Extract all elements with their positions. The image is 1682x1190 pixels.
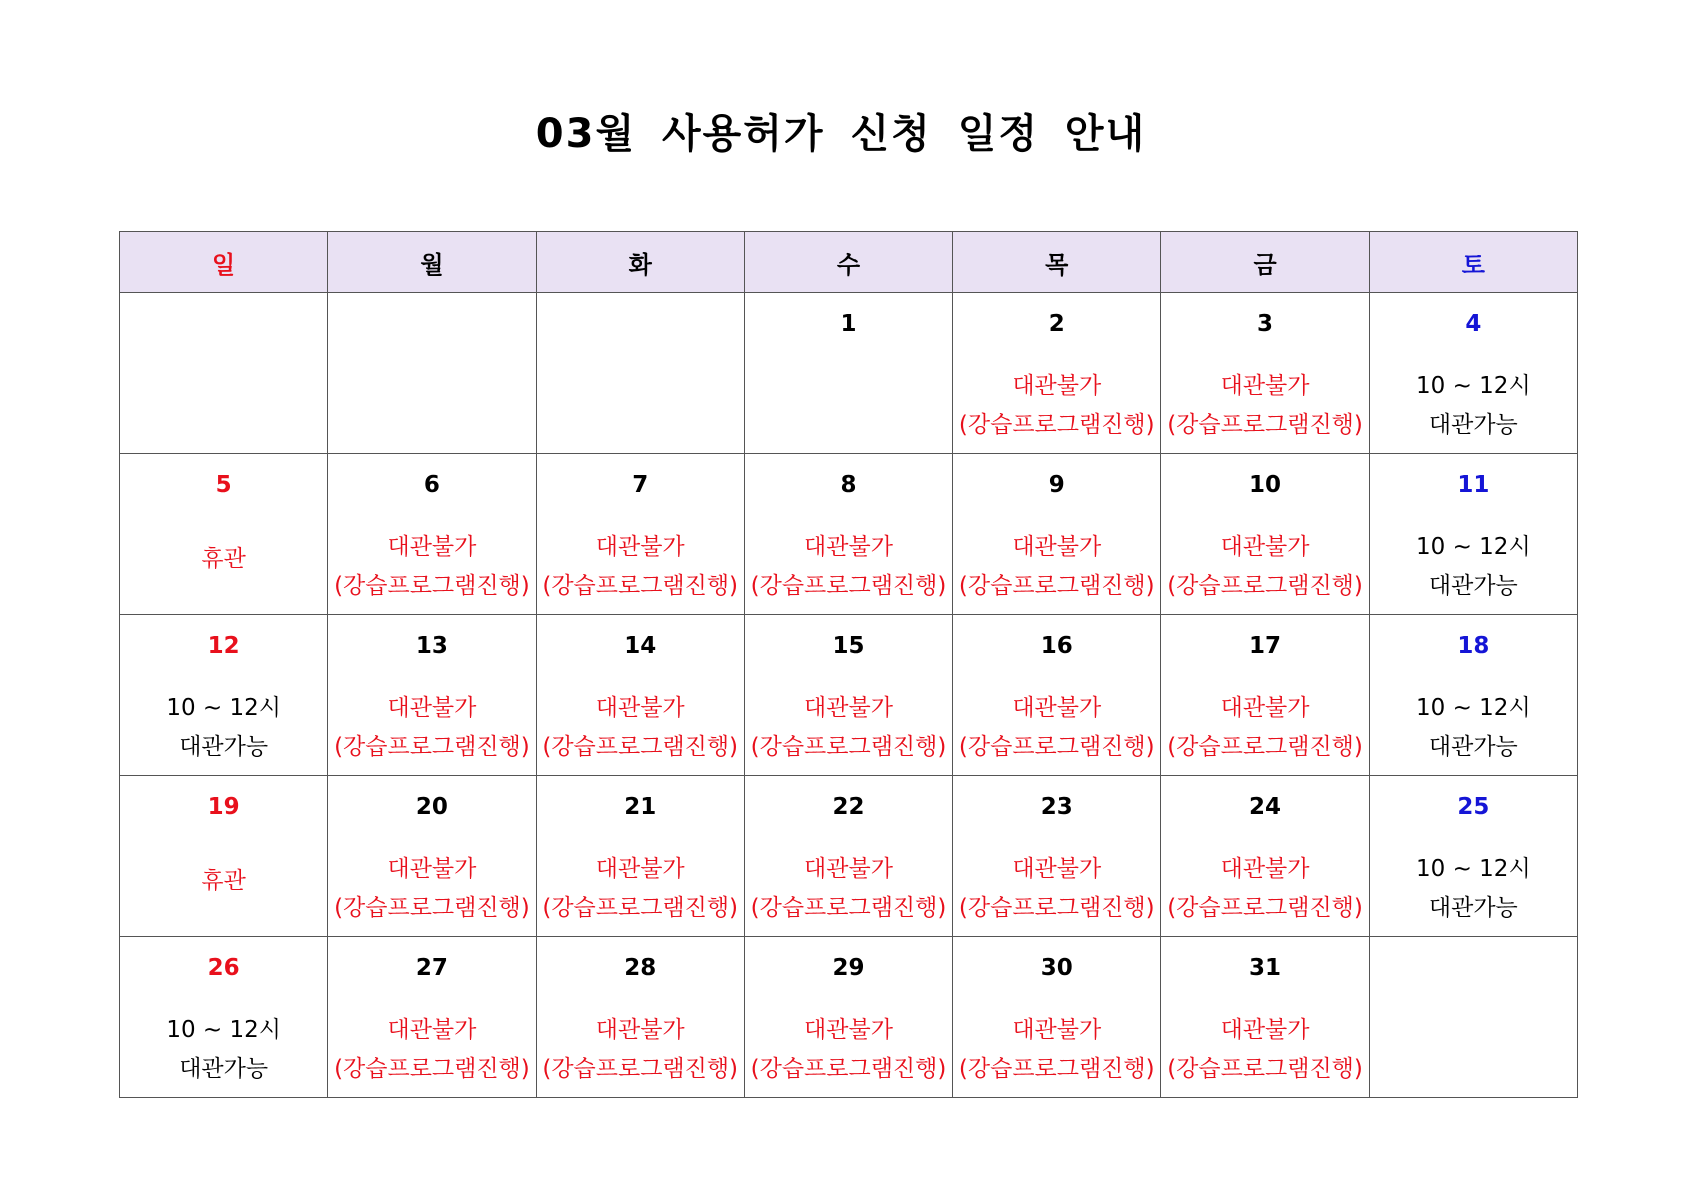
day-note-line: 대관불가: [595, 1017, 685, 1043]
day-number: 14: [624, 633, 657, 659]
day-note: [1161, 850, 1368, 928]
day-note-line: (강습프로그램진행): [958, 734, 1155, 760]
day-number: 29: [832, 955, 865, 981]
weekday-saturday: 토: [1369, 232, 1577, 293]
weekday-wednesday: 수: [744, 232, 952, 293]
day-note-line: 대관불가: [804, 534, 893, 560]
day-note: [1370, 850, 1577, 928]
day-number: 12: [207, 633, 240, 659]
day-note-line: 대관불가: [1220, 695, 1310, 721]
day-note: [120, 540, 327, 579]
calendar-day-cell: [328, 776, 536, 937]
day-note-line: (강습프로그램진행): [750, 1056, 947, 1082]
calendar-day-cell: [536, 937, 744, 1098]
calendar-day-cell: [328, 454, 536, 615]
day-note-line: 휴관: [201, 868, 246, 894]
calendar-day-cell: [328, 293, 536, 454]
day-note-line: 10 ~ 12시: [1416, 695, 1531, 721]
calendar-week-row: [120, 454, 1578, 615]
calendar-day-cell: [328, 937, 536, 1098]
day-note-line: 10 ~ 12시: [166, 695, 281, 721]
day-note: [120, 689, 327, 767]
calendar-day-cell: [744, 776, 952, 937]
day-note: [328, 528, 535, 606]
day-note: [1370, 367, 1577, 445]
day-note: [953, 689, 1160, 767]
day-number: 27: [415, 955, 448, 981]
calendar-week-row: [120, 776, 1578, 937]
calendar-day-cell: [120, 454, 328, 615]
day-note-line: (강습프로그램진행): [958, 1056, 1155, 1082]
day-number: 7: [632, 472, 649, 498]
day-note-line: 대관불가: [1220, 1017, 1310, 1043]
day-note: [120, 862, 327, 901]
calendar-day-cell: [1161, 615, 1369, 776]
calendar-day-cell: [1161, 776, 1369, 937]
day-number: 21: [624, 794, 657, 820]
day-note-line: 대관불가: [387, 534, 477, 560]
day-note-line: (강습프로그램진행): [334, 1056, 530, 1082]
day-note-line: (강습프로그램진행): [750, 895, 947, 921]
day-note: [953, 367, 1160, 445]
calendar-day-cell: [953, 293, 1161, 454]
day-note-line: 대관불가: [804, 856, 893, 882]
calendar-day-cell: [536, 454, 744, 615]
day-note-line: (강습프로그램진행): [958, 895, 1155, 921]
day-number: 2: [1048, 311, 1065, 337]
day-note: [953, 528, 1160, 606]
calendar-day-cell: [120, 615, 328, 776]
calendar-day-cell: [120, 293, 328, 454]
day-note-line: (강습프로그램진행): [334, 895, 530, 921]
day-note-line: 대관불가: [595, 856, 685, 882]
calendar-day-cell: [1161, 454, 1369, 615]
day-note: [745, 689, 952, 767]
day-note: [953, 1011, 1160, 1089]
day-note-line: 대관불가: [1220, 373, 1310, 399]
day-note: [328, 689, 535, 767]
day-note: [953, 850, 1160, 928]
day-number: 23: [1040, 794, 1073, 820]
day-number: 18: [1457, 633, 1490, 659]
day-note-line: (강습프로그램진행): [1167, 573, 1363, 599]
calendar-day-cell: [1161, 293, 1369, 454]
day-note-line: (강습프로그램진행): [542, 895, 739, 921]
day-note-line: 대관가능: [1428, 734, 1518, 760]
day-note-line: 대관불가: [387, 695, 477, 721]
day-note-line: 대관불가: [1012, 1017, 1102, 1043]
calendar-day-cell: [953, 776, 1161, 937]
day-note-line: 대관가능: [1428, 412, 1518, 438]
calendar-day-cell: [328, 615, 536, 776]
day-note: [1161, 689, 1368, 767]
calendar-day-cell: [953, 454, 1161, 615]
day-note-line: 대관불가: [387, 1017, 477, 1043]
calendar-day-cell: [1369, 615, 1577, 776]
day-note-line: (강습프로그램진행): [542, 1056, 739, 1082]
calendar-day-cell: [536, 293, 744, 454]
day-number: 22: [832, 794, 865, 820]
calendar-week-row: [120, 937, 1578, 1098]
day-number: 3: [1257, 311, 1274, 337]
day-note: [328, 850, 535, 928]
day-note-line: 10 ~ 12시: [1416, 534, 1531, 560]
weekday-tuesday: 화: [536, 232, 744, 293]
day-note-line: 휴관: [201, 546, 246, 572]
day-note: [1161, 367, 1368, 445]
calendar-day-cell: [744, 615, 952, 776]
calendar-body: [120, 293, 1578, 1098]
day-number: 8: [840, 472, 857, 498]
day-number: 25: [1457, 794, 1490, 820]
day-note: [537, 1011, 744, 1089]
day-note: [1370, 528, 1577, 606]
day-note-line: 대관불가: [804, 695, 893, 721]
day-note-line: 대관가능: [179, 734, 269, 760]
day-note-line: 대관불가: [804, 1017, 893, 1043]
day-note-line: 대관가능: [1428, 895, 1518, 921]
calendar-day-cell: [744, 293, 952, 454]
day-number: 9: [1048, 472, 1065, 498]
day-note-line: 대관불가: [595, 695, 685, 721]
weekday-sunday: 일: [120, 232, 328, 293]
calendar-day-cell: [953, 937, 1161, 1098]
day-note-line: (강습프로그램진행): [334, 734, 530, 760]
day-number: 10: [1249, 472, 1282, 498]
day-number: 26: [207, 955, 240, 981]
day-number: 24: [1249, 794, 1282, 820]
day-note: [328, 1011, 535, 1089]
day-number: 30: [1040, 955, 1073, 981]
day-note-line: (강습프로그램진행): [1167, 1056, 1363, 1082]
day-number: 17: [1249, 633, 1282, 659]
day-note-line: 대관불가: [1012, 534, 1102, 560]
day-number: 31: [1249, 955, 1282, 981]
calendar-day-cell: [536, 776, 744, 937]
day-note-line: 대관불가: [1012, 373, 1102, 399]
day-note-line: (강습프로그램진행): [958, 573, 1155, 599]
day-note-line: (강습프로그램진행): [1167, 895, 1363, 921]
day-number: 6: [423, 472, 440, 498]
day-note-line: (강습프로그램진행): [1167, 412, 1363, 438]
calendar-day-cell: [744, 454, 952, 615]
day-note-line: (강습프로그램진행): [542, 573, 739, 599]
day-number: 5: [215, 472, 232, 498]
day-note: [1161, 1011, 1368, 1089]
calendar-day-cell: [536, 615, 744, 776]
calendar-day-cell: [744, 937, 952, 1098]
day-note-line: 10 ~ 12시: [1416, 856, 1531, 882]
weekday-thursday: 목: [953, 232, 1161, 293]
day-note-line: 대관불가: [1012, 856, 1102, 882]
calendar-day-cell: [1369, 937, 1577, 1098]
day-note-line: 대관불가: [595, 534, 685, 560]
day-note: [1370, 689, 1577, 767]
day-note: [745, 528, 952, 606]
weekday-friday: 금: [1161, 232, 1369, 293]
day-note-line: 대관불가: [1220, 856, 1310, 882]
day-note-line: (강습프로그램진행): [542, 734, 739, 760]
day-note-line: (강습프로그램진행): [958, 412, 1155, 438]
day-note-line: (강습프로그램진행): [750, 573, 947, 599]
day-note: [537, 850, 744, 928]
calendar-day-cell: [1369, 776, 1577, 937]
weekday-header-row: [120, 232, 1578, 293]
calendar-day-cell: [1369, 454, 1577, 615]
day-number: 1: [840, 311, 857, 337]
calendar-week-row: [120, 615, 1578, 776]
day-note-line: (강습프로그램진행): [1167, 734, 1363, 760]
day-note: [745, 1011, 952, 1089]
calendar-day-cell: [120, 937, 328, 1098]
day-number: 19: [207, 794, 240, 820]
calendar-day-cell: [1161, 937, 1369, 1098]
day-number: 11: [1457, 472, 1490, 498]
day-number: 13: [415, 633, 448, 659]
day-note-line: 대관가능: [179, 1056, 269, 1082]
day-number: 15: [832, 633, 865, 659]
day-number: 28: [624, 955, 657, 981]
day-number: 16: [1040, 633, 1073, 659]
day-note-line: (강습프로그램진행): [334, 573, 530, 599]
page-title: 03월 사용허가 신청 일정 안내: [535, 111, 1147, 157]
day-number: 4: [1465, 311, 1482, 337]
day-note-line: (강습프로그램진행): [750, 734, 947, 760]
day-note-line: 대관가능: [1428, 573, 1518, 599]
day-note: [1161, 528, 1368, 606]
day-note-line: 10 ~ 12시: [166, 1017, 281, 1043]
calendar-day-cell: [953, 615, 1161, 776]
day-note: [537, 528, 744, 606]
calendar-day-cell: [120, 776, 328, 937]
weekday-monday: 월: [328, 232, 536, 293]
calendar-week-row: [120, 293, 1578, 454]
day-note: [120, 1011, 327, 1089]
day-note-line: 대관불가: [1220, 534, 1310, 560]
calendar-day-cell: [1369, 293, 1577, 454]
calendar-table: [119, 231, 1578, 1098]
day-number: 20: [415, 794, 448, 820]
day-note-line: 10 ~ 12시: [1416, 373, 1531, 399]
day-note: [537, 689, 744, 767]
day-note: [745, 850, 952, 928]
day-note-line: 대관불가: [1012, 695, 1102, 721]
day-note-line: 대관불가: [387, 856, 477, 882]
